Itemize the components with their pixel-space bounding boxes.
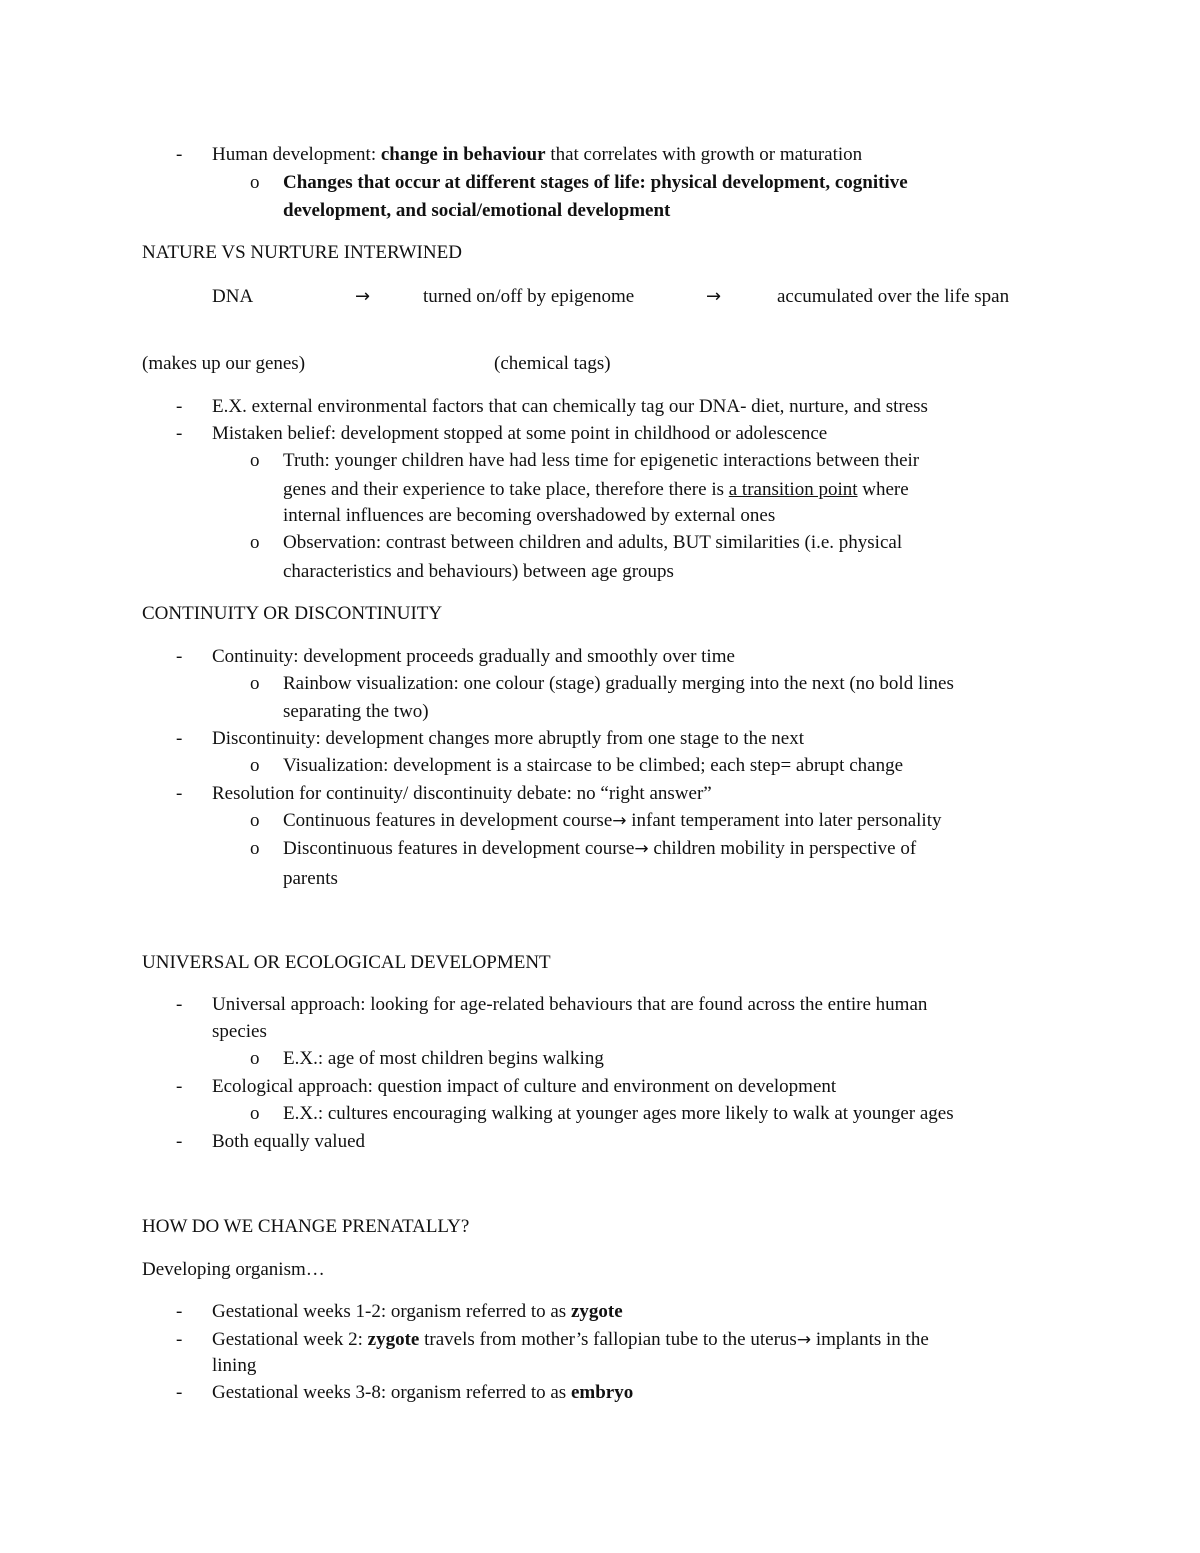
text: infant temperament into later personality bbox=[626, 810, 942, 831]
sub-list-item-continued: development, and social/emotional development bbox=[283, 200, 671, 221]
sub-list-item-continued: separating the two) bbox=[283, 701, 429, 722]
sub-list-item: E.X.: cultures encouraging walking at younger ages more likely to walk at younger ages bbox=[283, 1103, 954, 1124]
flow-dna: DNA bbox=[212, 286, 254, 307]
list-item: E.X. external environmental factors that can chemically tag our DNA- diet, nurture, and stress bbox=[212, 396, 928, 417]
list-dash: - bbox=[176, 1131, 183, 1152]
list-dash: - bbox=[176, 1076, 183, 1097]
list-dash: - bbox=[176, 1329, 183, 1350]
list-item: Resolution for continuity/ discontinuity debate: no “right answer” bbox=[212, 783, 712, 804]
list-item: Mistaken belief: development stopped at some point in childhood or adolescence bbox=[212, 423, 828, 444]
list-dash: - bbox=[176, 728, 183, 749]
list-item-continued: lining bbox=[212, 1355, 257, 1376]
text: Gestational weeks 1-2: organism referred to as bbox=[212, 1301, 571, 1322]
list-item: Ecological approach: question impact of culture and environment on development bbox=[212, 1076, 837, 1097]
list-item: Both equally valued bbox=[212, 1131, 366, 1152]
note-tags: (chemical tags) bbox=[494, 353, 611, 374]
underlined-term: a transition point bbox=[728, 479, 858, 500]
list-bullet: o bbox=[250, 755, 260, 776]
list-bullet: o bbox=[250, 673, 260, 694]
flow-accumulated: accumulated over the life span bbox=[777, 286, 1010, 307]
text: Gestational weeks 3-8: organism referred to as bbox=[212, 1382, 571, 1403]
sub-list-item-continued: internal influences are becoming overshadowed by external ones bbox=[283, 505, 776, 526]
list-bullet: o bbox=[250, 532, 260, 553]
list-bullet: o bbox=[250, 810, 260, 831]
list-dash: - bbox=[176, 1301, 183, 1322]
list-dash: - bbox=[176, 396, 183, 417]
note-genes: (makes up our genes) bbox=[142, 353, 306, 374]
sub-list-item-continued bbox=[283, 476, 909, 503]
flow-epigenome: turned on/off by epigenome bbox=[423, 286, 635, 307]
sub-list-item-continued: characteristics and behaviours) between age groups bbox=[283, 561, 674, 582]
text: that correlates with growth or maturation bbox=[545, 144, 863, 165]
bold-term: change in behaviour bbox=[380, 144, 546, 165]
arrow-icon: → bbox=[706, 286, 722, 307]
text: Gestational week 2: bbox=[212, 1329, 368, 1350]
bold-term: zygote bbox=[570, 1301, 623, 1322]
list-dash: - bbox=[176, 144, 183, 165]
list-dash: - bbox=[176, 1382, 183, 1403]
list-bullet: o bbox=[250, 1048, 260, 1069]
text: Human development: bbox=[212, 144, 381, 165]
arrow-icon: → bbox=[796, 1330, 812, 1350]
section-heading: CONTINUITY OR DISCONTINUITY bbox=[142, 603, 443, 624]
section-heading: HOW DO WE CHANGE PRENATALLY? bbox=[142, 1216, 470, 1237]
section-heading: UNIVERSAL OR ECOLOGICAL DEVELOPMENT bbox=[142, 952, 551, 973]
arrow-icon: → bbox=[355, 286, 371, 307]
sub-list-item: Changes that occur at different stages of life: physical development, cognitive bbox=[283, 172, 908, 193]
sub-list-item bbox=[283, 835, 916, 863]
list-item-continued: species bbox=[212, 1021, 267, 1042]
section-heading: NATURE VS NURTURE INTERWINED bbox=[142, 242, 462, 263]
text: travels from mother’s fallopian tube to the uterus bbox=[419, 1329, 797, 1350]
list-dash: - bbox=[176, 646, 183, 667]
list-item: Continuity: development proceeds gradually and smoothly over time bbox=[212, 646, 735, 667]
sub-list-item: Rainbow visualization: one colour (stage) gradually merging into the next (no bold lines bbox=[283, 673, 954, 694]
bold-term: zygote bbox=[367, 1329, 420, 1350]
text: Continuous features in development course bbox=[283, 810, 613, 831]
paragraph: Developing organism… bbox=[142, 1259, 325, 1280]
list-dash: - bbox=[176, 994, 183, 1015]
sub-list-item: Visualization: development is a staircase to be climbed; each step= abrupt change bbox=[283, 755, 903, 776]
text: where bbox=[857, 479, 909, 500]
sub-list-item-continued: parents bbox=[283, 868, 338, 889]
text: genes and their experience to take place, therefore there is bbox=[283, 479, 729, 500]
list-dash: - bbox=[176, 423, 183, 444]
arrow-icon: → bbox=[634, 839, 649, 859]
sub-list-item: Observation: contrast between children and adults, BUT similarities (i.e. physical bbox=[283, 532, 903, 553]
list-bullet: o bbox=[250, 172, 260, 193]
list-bullet: o bbox=[250, 450, 260, 471]
arrow-icon: → bbox=[612, 811, 627, 831]
sub-list-item: E.X.: age of most children begins walking bbox=[283, 1048, 604, 1069]
text: implants in the bbox=[811, 1329, 929, 1350]
text: Discontinuous features in development course bbox=[283, 838, 635, 859]
list-item bbox=[212, 141, 862, 168]
sub-list-item: Truth: younger children have had less time for epigenetic interactions between their bbox=[283, 450, 920, 471]
text: children mobility in perspective of bbox=[648, 838, 917, 859]
list-dash: - bbox=[176, 783, 183, 804]
list-bullet: o bbox=[250, 838, 260, 859]
list-item bbox=[212, 1379, 633, 1406]
bold-term: embryo bbox=[570, 1382, 634, 1403]
list-item: Discontinuity: development changes more abruptly from one stage to the next bbox=[212, 728, 805, 749]
list-item: Universal approach: looking for age-related behaviours that are found across the entire human bbox=[212, 994, 928, 1015]
list-bullet: o bbox=[250, 1103, 260, 1124]
list-item bbox=[212, 1326, 929, 1354]
list-item bbox=[212, 1298, 623, 1325]
sub-list-item bbox=[283, 807, 942, 835]
